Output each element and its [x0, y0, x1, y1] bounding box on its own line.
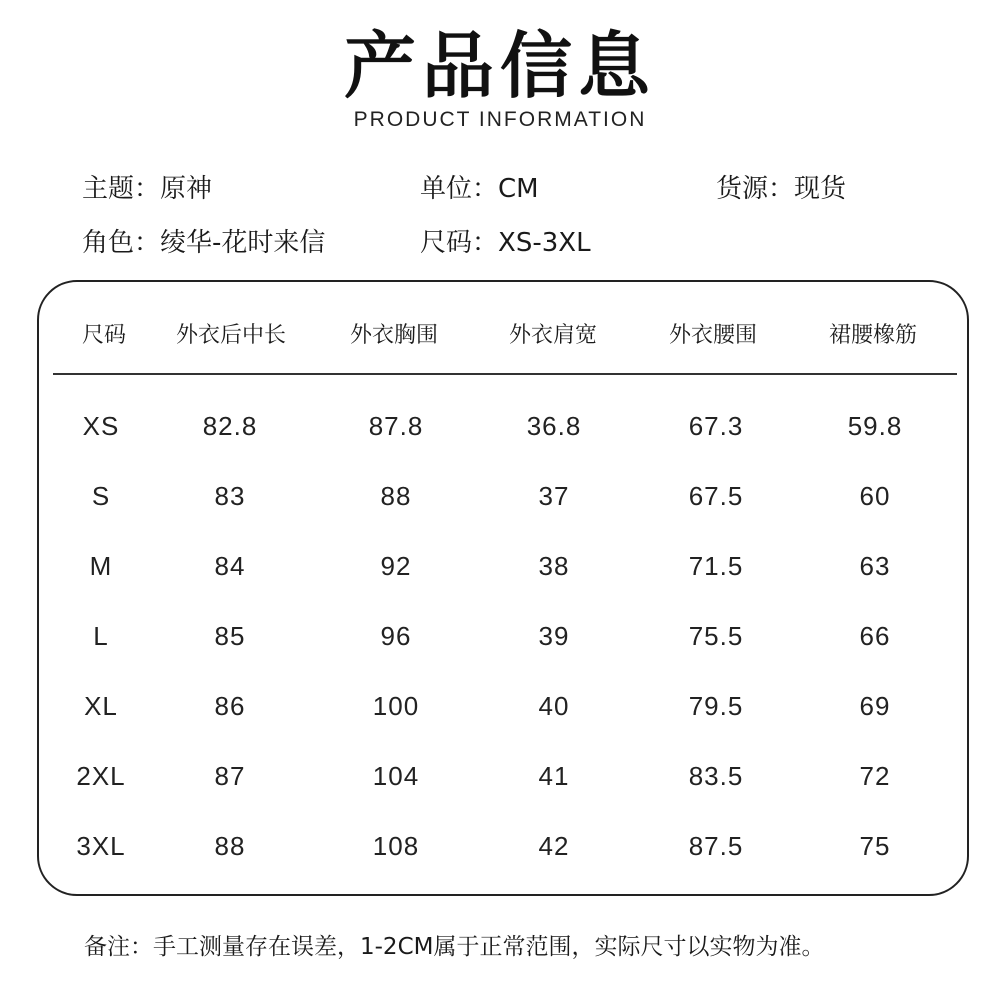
column-header-skirt-waist: 裙腰橡筋	[828, 323, 918, 348]
table-cell: 75.5	[688, 621, 744, 651]
page-title: 产品信息	[343, 24, 656, 108]
table-cell: 88	[380, 481, 412, 511]
info-size-value: XS-3XL	[498, 228, 591, 258]
table-cell: 71.5	[688, 551, 744, 581]
info-unit-value: CM	[498, 174, 539, 204]
info-theme-value: 原神	[160, 174, 213, 204]
table-cell: 3XL	[76, 831, 126, 861]
table-cell: 38	[538, 551, 570, 581]
info-role	[82, 226, 325, 260]
table-cell: 82.8	[202, 411, 258, 441]
info-source-value: 现货	[794, 174, 847, 204]
table-cell: 83	[214, 481, 246, 511]
table-cell: 86	[214, 691, 246, 721]
table-cell: 104	[372, 761, 420, 791]
column-header-waist: 外衣腰围	[668, 323, 758, 348]
table-cell: 2XL	[76, 761, 126, 791]
table-cell: 37	[538, 481, 570, 511]
table-row	[0, 408, 1000, 444]
table-cell: 83.5	[688, 761, 744, 791]
size-table-header	[0, 320, 1000, 352]
table-row	[0, 618, 1000, 654]
info-theme-label: 主题：	[82, 174, 161, 204]
table-cell: 88	[214, 831, 246, 861]
table-cell: 72	[859, 761, 891, 791]
table-cell: 100	[372, 691, 420, 721]
info-role-value: 绫华-花时来信	[160, 228, 326, 258]
info-size-label: 尺码：	[420, 228, 499, 258]
table-cell: 87.8	[368, 411, 424, 441]
table-cell: 69	[859, 691, 891, 721]
table-cell: 75	[859, 831, 891, 861]
table-cell: 92	[380, 551, 412, 581]
footnote: 备注：手工测量存在误差，1-2CM属于正常范围，实际尺寸以实物为准。	[84, 934, 825, 960]
table-cell: L	[93, 621, 109, 651]
table-cell: 36.8	[526, 411, 582, 441]
table-row	[0, 548, 1000, 584]
table-cell: XS	[82, 411, 120, 441]
column-header-chest: 外衣胸围	[349, 323, 439, 348]
table-cell: 39	[538, 621, 570, 651]
header-divider	[53, 373, 957, 375]
info-unit	[420, 172, 539, 206]
table-cell: 59.8	[847, 411, 903, 441]
table-cell: 96	[380, 621, 412, 651]
table-cell: 79.5	[688, 691, 744, 721]
column-header-size: 尺码	[81, 323, 127, 348]
table-cell: 67.5	[688, 481, 744, 511]
table-cell: 84	[214, 551, 246, 581]
info-theme	[82, 172, 212, 206]
table-row	[0, 828, 1000, 864]
table-cell: 85	[214, 621, 246, 651]
column-header-shoulder: 外衣肩宽	[508, 323, 598, 348]
info-source-label: 货源：	[716, 174, 795, 204]
table-row	[0, 758, 1000, 794]
table-cell: 108	[372, 831, 420, 861]
info-size	[420, 226, 591, 260]
info-source	[716, 172, 846, 206]
table-cell: M	[89, 551, 113, 581]
table-row	[0, 688, 1000, 724]
table-cell: 67.3	[688, 411, 744, 441]
table-cell: 87.5	[688, 831, 744, 861]
table-cell: 87	[214, 761, 246, 791]
info-role-label: 角色：	[82, 228, 161, 258]
table-cell: 66	[859, 621, 891, 651]
info-unit-label: 单位：	[420, 174, 499, 204]
table-cell: XL	[84, 691, 118, 721]
page-subtitle: PRODUCT INFORMATION	[353, 108, 647, 131]
table-row	[0, 478, 1000, 514]
column-header-back-length: 外衣后中长	[175, 323, 287, 348]
table-cell: 40	[538, 691, 570, 721]
table-cell: 41	[538, 761, 570, 791]
table-cell: 63	[859, 551, 891, 581]
table-cell: 60	[859, 481, 891, 511]
table-cell: S	[91, 481, 111, 511]
table-cell: 42	[538, 831, 570, 861]
